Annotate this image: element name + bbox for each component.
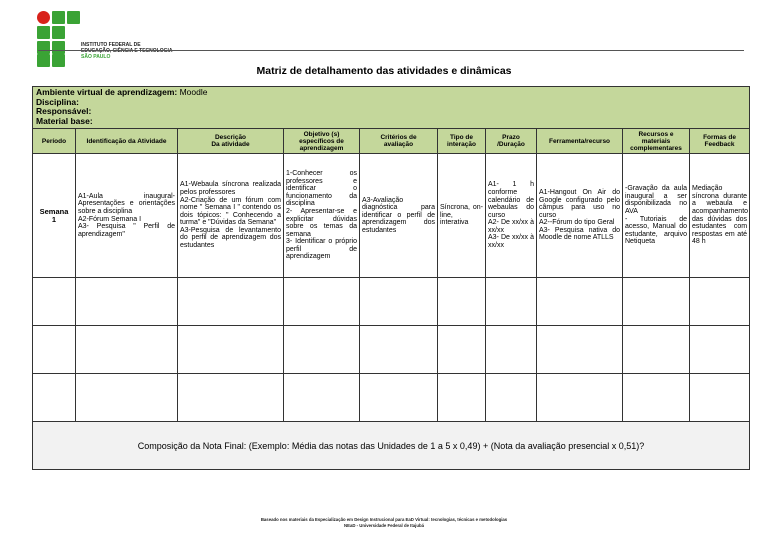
institution-logo <box>34 6 84 66</box>
col-header-tipo: Tipo de interação <box>438 129 486 154</box>
ambiente-line <box>36 88 746 98</box>
cell-ferramenta: A1-Hangout On Air do Google configurado pelo câmpus para uso no curso A2--Fórum do tipo Geral A3- Pesquisa nativa do Moodle de nome ATLLS <box>537 154 623 278</box>
empty-cell <box>178 374 284 422</box>
ambiente-value: Moodle <box>177 87 208 97</box>
logo-square <box>52 41 65 54</box>
col-header-feedback: Formas de Feedback <box>690 129 750 154</box>
empty-cell <box>690 278 750 326</box>
empty-cell <box>438 278 486 326</box>
table-row <box>33 278 750 326</box>
table-row <box>33 374 750 422</box>
col-header-objetivos: Objetivo (s) específicos de aprendizagem <box>284 129 360 154</box>
col-header-criterios: Critérios de avaliação <box>360 129 438 154</box>
ambiente-label: Ambiente virtual de aprendizagem: <box>36 87 178 97</box>
empty-cell <box>690 374 750 422</box>
empty-cell <box>76 374 178 422</box>
empty-cell <box>537 278 623 326</box>
empty-cell <box>33 326 76 374</box>
footer-line1: Baseado nos materiais da Especialização em Design Instrucional para EaD Virtual: tecnologias, técnicas e metodologias <box>260 517 508 522</box>
empty-cell <box>690 326 750 374</box>
institution-name <box>81 42 172 60</box>
empty-cell <box>33 374 76 422</box>
header-row <box>33 129 750 154</box>
footer-line2: NEaD - Universidade Federal de Itajubá <box>344 522 424 528</box>
cell-criterios: A3-Avaliação diagnóstica para identificar o perfil de aprendizagem dos estudantes <box>360 154 438 278</box>
cell-periodo: Semana 1 <box>33 154 76 278</box>
empty-cell <box>33 278 76 326</box>
cell-identificacao: A1-Aula inaugural- Apresentações e orientações sobre a disciplina A2-Fórum Semana I A3- Pesquisa " Perfil de aprendizagem" <box>76 154 178 278</box>
logo-square <box>37 41 50 54</box>
empty-cell <box>537 326 623 374</box>
col-header-ferramenta: Ferramenta/recurso <box>537 129 623 154</box>
col-header-recursos: Recursos e materiais complementares <box>623 129 690 154</box>
empty-cell <box>76 326 178 374</box>
activity-matrix-table <box>32 86 750 470</box>
col-header-prazo: Prazo /Duração <box>486 129 537 154</box>
empty-cell <box>486 374 537 422</box>
institution-city: SÃO PAULO <box>81 54 111 60</box>
empty-cell <box>486 326 537 374</box>
empty-cell <box>438 326 486 374</box>
empty-cell <box>178 326 284 374</box>
empty-cell <box>486 278 537 326</box>
cell-objetivos: 1-Conhecer os professores e identificar o funcionamento da disciplina 2- Apresentar-se e explicitar dúvidas sobre os temas da semana 3- Identificar o próprio perfil de aprendizagem <box>284 154 360 278</box>
responsavel-label: Responsável: <box>36 106 92 116</box>
empty-cell <box>284 326 360 374</box>
course-info-cell <box>33 87 750 129</box>
logo-square <box>52 26 65 39</box>
final-grade-note: Composição da Nota Final: (Exemplo: Média das notas das Unidades de 1 a 5 x 0,49) + (Nota da avaliação presencial x 0,51)? <box>33 422 750 470</box>
empty-cell <box>537 374 623 422</box>
cell-feedback: Mediação síncrona durante a webaula e acompanhamento das dúvidas dos estudantes com respostas em até 48 h <box>690 154 750 278</box>
empty-cell <box>284 374 360 422</box>
table-row <box>33 326 750 374</box>
empty-cell <box>360 326 438 374</box>
logo-square <box>67 11 80 24</box>
empty-cell <box>623 374 690 422</box>
logo-square <box>52 11 65 24</box>
empty-cell <box>438 374 486 422</box>
empty-cell <box>178 278 284 326</box>
logo-square <box>37 26 50 39</box>
header-divider <box>38 50 744 51</box>
empty-cell <box>76 278 178 326</box>
empty-cell <box>360 374 438 422</box>
cell-prazo: A1- 1 h conforme calendário de webaulas do curso A2- De xx/xx à xx/xx A3- De xx/xx à xx/xx <box>486 154 537 278</box>
col-header-descricao: Descrição Da atividade <box>178 129 284 154</box>
col-header-periodo: Período <box>33 129 76 154</box>
empty-cell <box>284 278 360 326</box>
empty-cell <box>360 278 438 326</box>
col-header-identificacao: Identificação da Atividade <box>76 129 178 154</box>
cell-recursos: -Gravação da aula inaugural a ser disponibilizada no AVA - Tutoriais de acesso, Manual do estudante, arquivo Netiqueta <box>623 154 690 278</box>
cell-descricao: A1-Webaula síncrona realizada pelos professores A2-Criação de um fórum com nome " Semana I " contendo os dois tópicos: " Conhecendo a turma" e "Dúvidas da Semana" A3-Pesquisa de levantamento do perfil de aprendizagem dos estudantes <box>178 154 284 278</box>
table-row <box>33 154 750 278</box>
material-label: Material base: <box>36 115 93 126</box>
document-title: Matriz de detalhamento das atividades e dinâmicas <box>256 65 512 77</box>
empty-cell <box>623 326 690 374</box>
empty-cell <box>623 278 690 326</box>
logo-red-circle <box>37 11 50 24</box>
cell-tipo: Síncrona, on-line, interativa <box>438 154 486 278</box>
institution-line2: EDUCAÇÃO, CIÊNCIA E TECNOLOGIA <box>81 48 173 54</box>
page-footer <box>0 517 768 528</box>
disciplina-label: Disciplina: <box>36 96 79 107</box>
institution-line1: INSTITUTO FEDERAL DE <box>81 42 141 48</box>
